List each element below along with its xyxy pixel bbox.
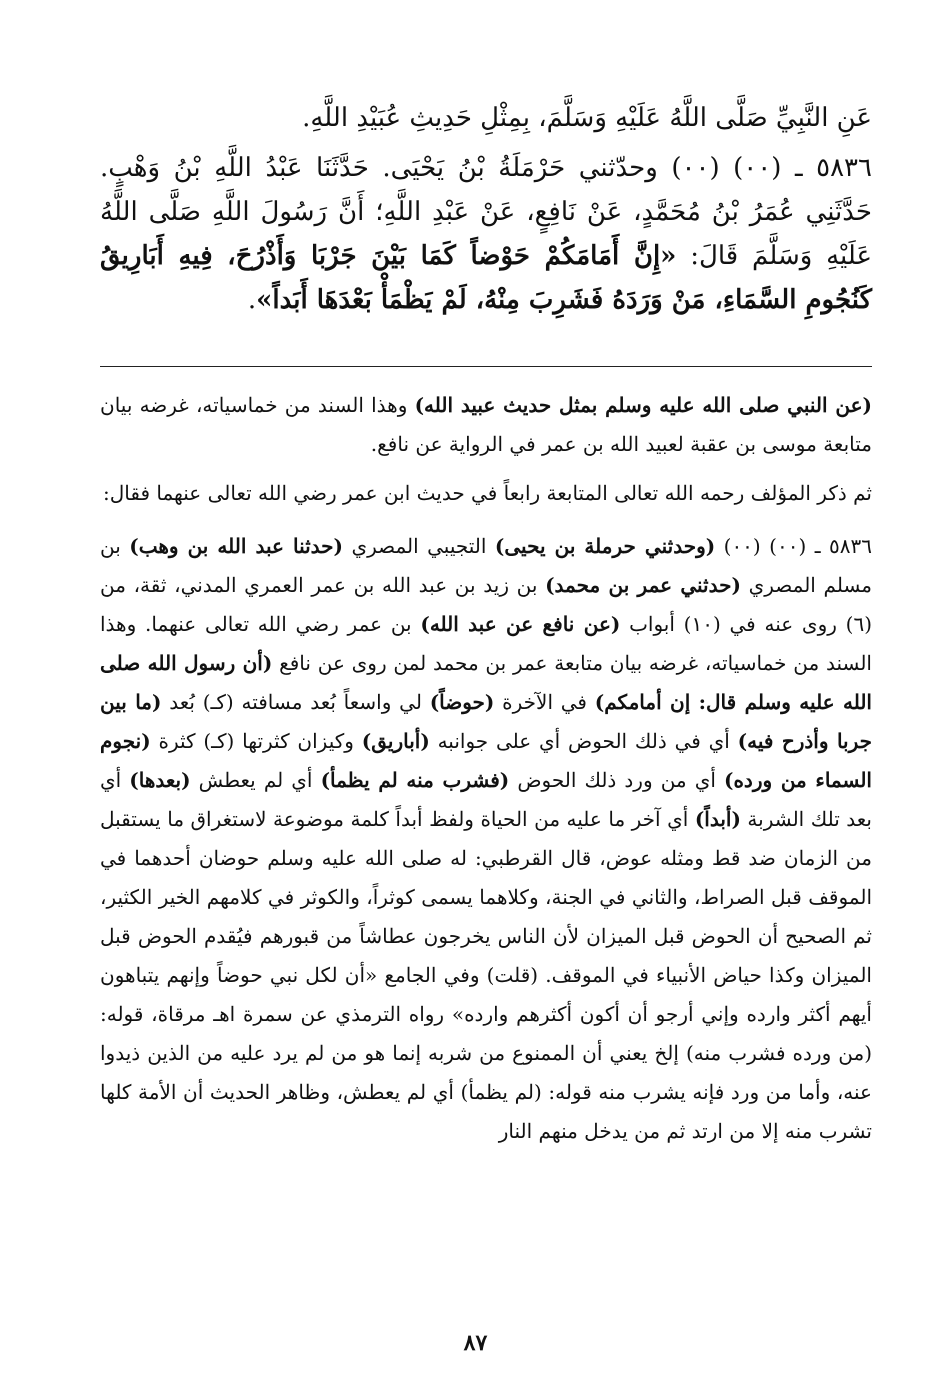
commentary-quote: (فشرب منه لم يظمأ) <box>320 768 510 792</box>
commentary-quote: (حدثني عمر بن محمد) <box>545 573 741 597</box>
commentary-text: ثم ذكر المؤلف رحمه الله تعالى المتابعة رابعاً في حديث ابن عمر رضي الله تعالى عنهما فقال: <box>102 481 872 505</box>
commentary-text: بن زيد بن عبد الله بن عمر العمري المدني، ثقة، من (٦) روى عنه في (١٠) أبواب <box>100 573 873 636</box>
commentary-quote: (حوضاً) <box>429 690 495 714</box>
commentary-quote: (أباريق) <box>361 729 430 753</box>
commentary-text: أي لم يعطش <box>190 768 321 792</box>
hadith-paragraph-5836 <box>100 146 872 322</box>
commentary-text: أي بعد تلك الشربة <box>100 768 872 831</box>
commentary-quote: (عن النبي صلى الله عليه وسلم بمثل حديث عبيد الله) <box>414 393 872 417</box>
hadith-number: ٥٨٣٦ ـ (٠٠) (٠٠) <box>657 153 872 183</box>
hadith-end-mark: . <box>247 285 257 315</box>
section-divider <box>100 366 872 367</box>
commentary-text: بن مسلم المصري <box>100 534 873 597</box>
commentary-quote: (نجوم السماء من ورده) <box>100 729 872 792</box>
commentary-quote: (وحدثني حرملة بن يحيى) <box>494 534 716 558</box>
commentary-paragraph-2 <box>100 474 872 513</box>
hadith-matn: «إِنَّ أَمَامَكُمْ حَوْضاً كَمَا بَيْنَ جَرْبَا وَأَذْرُحَ، فِيهِ أَبَارِيقُ كَنُجُومِ السَّمَاءِ، مَنْ وَرَدَهُ فَشَرِبَ مِنْهُ، لَمْ يَظْمَأْ بَعْدَهَا أَبَداً» <box>100 241 872 315</box>
commentary-quote: (ما بين جربا وأذرح فيه) <box>100 690 872 753</box>
commentary-text: وكيزان كثرتها (كـ) كثرة <box>150 729 362 753</box>
commentary-text: في الآخرة <box>494 690 595 714</box>
commentary-number: ٥٨٣٦ ـ (٠٠) (٠٠) <box>715 534 872 558</box>
commentary-text: وهذا السند من خماسياته، غرضه بيان متابعة موسى بن عقبة لعبيد الله بن عمر في الرواية عن نافع. <box>100 393 872 456</box>
hadith-isnad: وحدّثني حَرْمَلَةُ بْنُ يَحْيَى. حَدَّثَنَا عَبْدُ اللَّهِ بْنُ وَهْبٍ. حَدَّثَنِي عُمَرُ بْنُ مُحَمَّدٍ، عَنْ نَافِعٍ، عَنْ عَبْدِ اللَّهِ؛ أَنَّ رَسُولَ اللَّهِ صَلَّى اللَّهُ عَلَيْهِ وَسَلَّمَ قَالَ: <box>100 153 872 271</box>
commentary-text: التجيبي المصري <box>343 534 495 558</box>
commentary-block <box>100 386 872 1161</box>
hadith-text-block <box>100 96 872 322</box>
commentary-paragraph-3 <box>100 527 872 1151</box>
commentary-quote: (عن نافع عن عبد الله) <box>420 612 621 636</box>
page-number: ٨٧ <box>463 1330 488 1356</box>
commentary-quote: (أن رسول الله صلى الله عليه وسلم قال: إن أمامكم) <box>100 651 872 714</box>
commentary-quote: (حدثنا عبد الله بن وهب) <box>129 534 343 558</box>
commentary-text: أي من ورد ذلك الحوض <box>509 768 724 792</box>
commentary-quote: (أبداً) <box>694 807 741 831</box>
commentary-paragraph-1 <box>100 386 872 464</box>
commentary-text: أي في ذلك الحوض أي على جوانبه <box>429 729 738 753</box>
commentary-text: أي آخر ما عليه من الحياة ولفظ أبداً كلمة موضوعة لاستغراق ما يستقبل من الزمان ضد قط ومثله عوض، قال القرطبي: له صلى الله عليه وسلم حوضان أحدهما في الموقف قبل الصراط، والثاني في الجنة، وكلاهما يسمى كوثراً، والكوثر في كلامهم الخير الكثير، ثم الصحيح أن الحوض قبل الميزان لأن الناس يخرجون عطاشاً من قبورهم فيُقدم الحوض قبل الميزان وكذا حياض الأنبياء في الموقف. (قلت) وفي الجامع «أن لكل نبي حوضاً وإنهم يتباهون أيهم أكثر وارده وإني أرجو أن أكون أكثرهم وارده» رواه الترمذي عن سمرة اهـ مرقاة، قوله: (من ورده فشرب منه) إلخ يعني أن الممنوع من شربه إنما هو من لم يرد عليه من الذين ذيدوا عنه، وأما من ورد فإنه يشرب منه قوله: (لم يظمأ) أي لم يعطش، وظاهر الحديث أن الأمة كلها تشرب منه إلا من ارتد ثم من يدخل منهم النار <box>100 807 872 1143</box>
commentary-text: بن عمر رضي الله تعالى عنهما. وهذا السند من خماسياته، غرضه بيان متابعة عمر بن محمد لمن روى عن نافع <box>100 612 872 675</box>
hadith-line-1 <box>100 96 872 140</box>
commentary-text: لي واسعاً بُعد مسافته (كـ) بُعد <box>161 690 430 714</box>
commentary-quote: (بعدها) <box>129 768 191 792</box>
hadith-continuation: عَنِ النَّبِيِّ صَلَّى اللَّهُ عَلَيْهِ وَسَلَّمَ، بِمِثْلِ حَدِيثِ عُبَيْدِ اللَّهِ. <box>302 103 872 133</box>
